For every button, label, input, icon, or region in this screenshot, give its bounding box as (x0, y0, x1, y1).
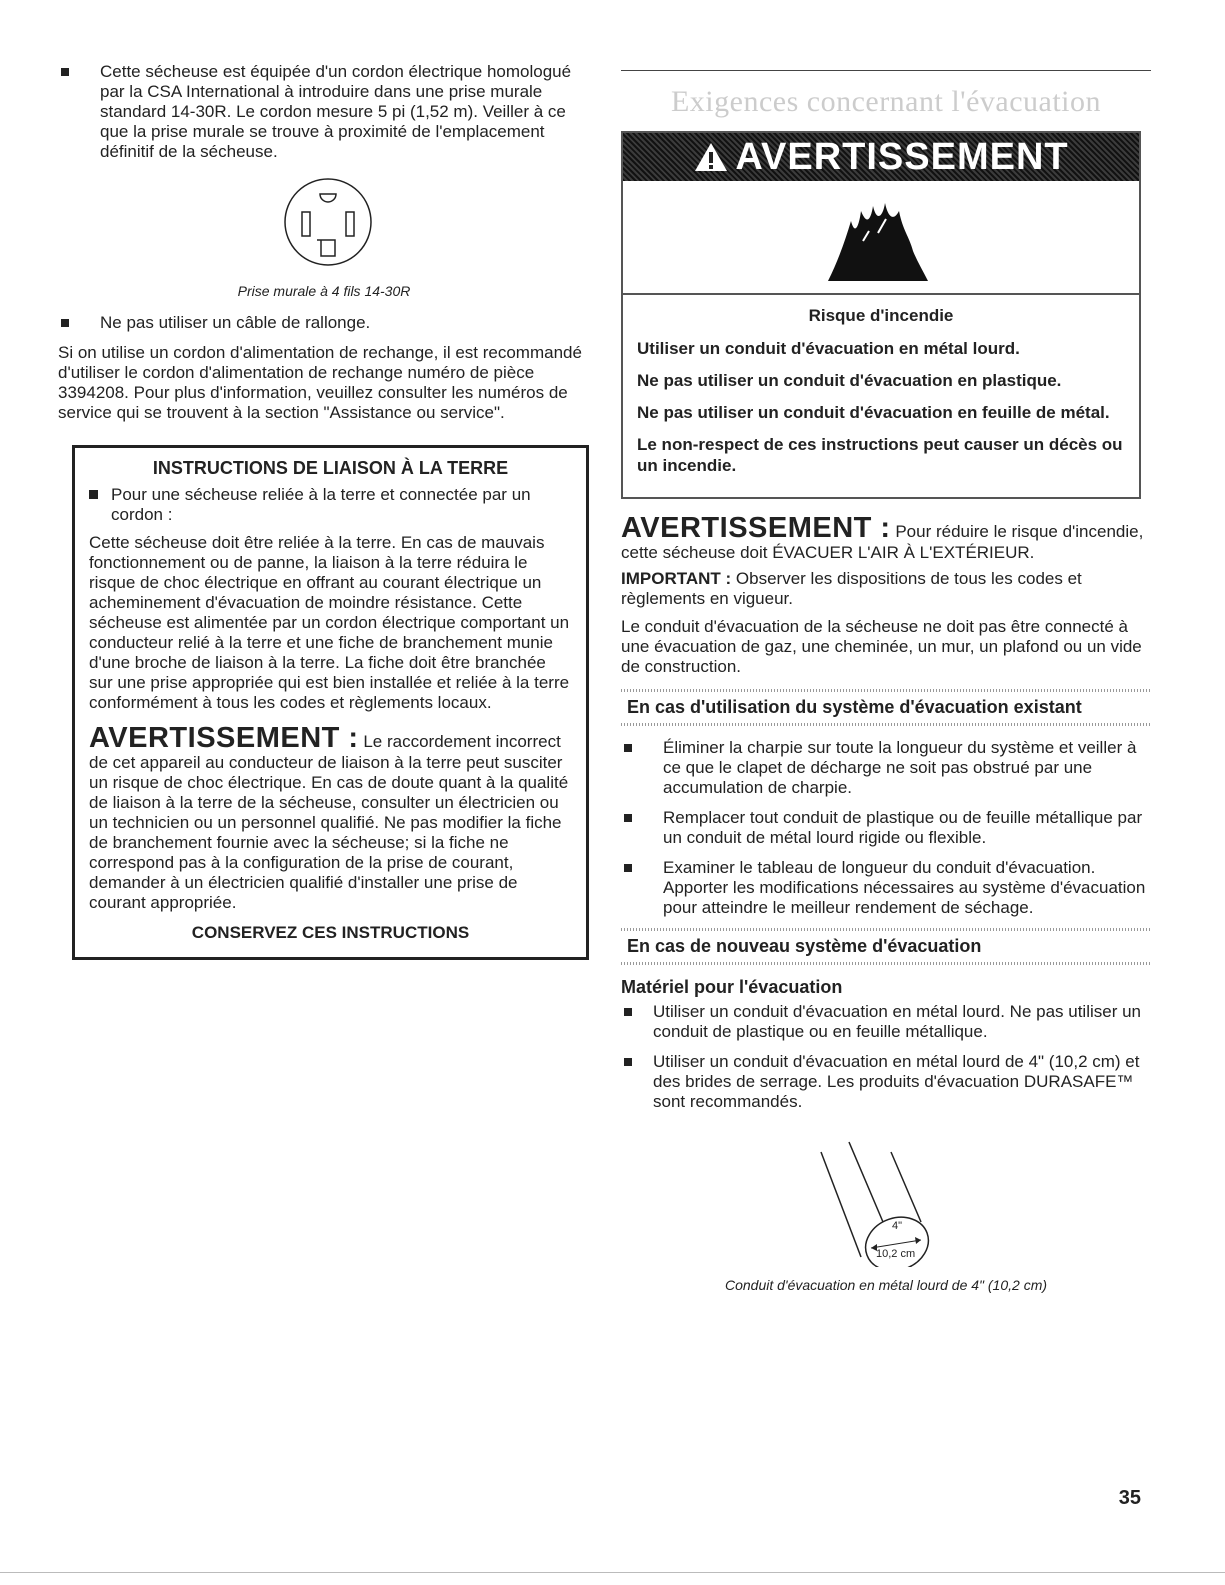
warning-text (623, 295, 1139, 497)
flame-area (623, 181, 1139, 295)
grounding-warning (89, 723, 572, 913)
warning-line-3: Ne pas utiliser un conduit d'évacuation en feuille de métal. (637, 403, 1110, 422)
list-item: Éliminer la charpie sur toute la longueur du système et veiller à ce que le clapet de décharge ne soit pas obstrué par une accumulation de charpie. (621, 738, 1151, 798)
grounding-warning-word: AVERTISSEMENT : (89, 722, 359, 754)
existing-system-list (621, 738, 1151, 918)
keep-instructions: CONSERVEZ CES INSTRUCTIONS (191, 923, 470, 942)
divider (621, 928, 1151, 931)
warning-banner (623, 133, 1139, 181)
warning-banner-text: AVERTISSEMENT (735, 135, 1069, 178)
divider (621, 962, 1151, 965)
warning-line-4: Le non-respect de ces instructions peut causer un décès ou un incendie. (637, 435, 1123, 475)
material-heading: Matériel pour l'évacuation (621, 977, 843, 997)
list-item: Utiliser un conduit d'évacuation en métal lourd. Ne pas utiliser un conduit de plastique ou en feuille métallique. (621, 1002, 1151, 1042)
duct-size-inches: 4" (892, 1220, 903, 1232)
duct-caption: Conduit d'évacuation en métal lourd de 4" (10,2 cm) (724, 1277, 1048, 1293)
left-column (58, 62, 590, 960)
new-system-heading: En cas de nouveau système d'évacuation (627, 936, 982, 956)
grounding-paragraph: Cette sécheuse doit être reliée à la terre. En cas de mauvais fonctionnement ou de panne, la liaison à la terre réduira le risque de choc électrique en offrant au courant électrique un acheminement d'évacuation de moindre résistance. Cette sécheuse est alimentée par un cordon électrique comportant un conducteur relié à la terre et une fiche de branchement munie d'une broche de liaison à la terre. La fiche doit être branchée sur une prise appropriée qui est bien installée et reliée à la terre conformément à tous les codes et règlements locaux. (89, 533, 570, 712)
right-column (621, 62, 1151, 1307)
grounding-title: INSTRUCTIONS DE LIAISON À LA TERRE (152, 458, 509, 478)
grounding-warning-text: Le raccordement incorrect de cet appareil au conducteur de liaison à la terre peut susciter un risque de choc électrique. En cas de doute quant à la qualité de liaison à la terre de la sécheuse, consulter un électricien ou un technicien ou un personnel qualifié. Ne pas modifier la fiche de branchement fournie avec la sécheuse; si la fiche ne correspond pas à la configuration de la prise de courant, demander à un électricien qualifié d'installer une prise de courant appropriée. (89, 732, 569, 912)
top-rule (621, 70, 1151, 71)
warning-line-2: Ne pas utiliser un conduit d'évacuation en plastique. (637, 371, 1062, 390)
duct-icon (621, 1122, 1151, 1267)
fire-risk-label: Risque d'incendie (808, 306, 954, 325)
bottom-rule (0, 1572, 1225, 1573)
section-title: Exigences concernant l'évacuation (670, 85, 1102, 118)
list-item: Utiliser un conduit d'évacuation en métal lourd de 4" (10,2 cm) et des brides de serrage. Les produits d'évacuation DURASAFE™ sont recommandés. (621, 1052, 1151, 1112)
warning-line-1: Utiliser un conduit d'évacuation en métal lourd. (637, 339, 1020, 358)
exhaust-warning-text: Pour réduire le risque d'incendie, cette sécheuse doit ÉVACUER L'AIR À L'EXTÉRIEUR. (621, 522, 1144, 562)
fire-warning-box (621, 131, 1141, 499)
duct-size-cm: 10,2 cm (876, 1248, 916, 1260)
bullet-extension: Ne pas utiliser un câble de rallonge. (58, 313, 590, 333)
replacement-cord-paragraph: Si on utilise un cordon d'alimentation de rechange, il est recommandé d'utiliser le cordon d'alimentation de rechange numéro de pièce 3394208. Pour plus d'information, veuillez consulter les numéros de service qui se trouvent à la section "Assistance ou service". (58, 343, 582, 422)
grounding-bullet: Pour une sécheuse reliée à la terre et connectée par un cordon : (89, 485, 572, 525)
important-text: Observer les dispositions de tous les codes et règlements en vigueur. (621, 569, 1082, 608)
exhaust-warning (621, 513, 1151, 563)
bullet-cord: Cette sécheuse est équipée d'un cordon électrique homologué par la CSA International à introduire dans une prise murale standard 14-30R. Le cordon mesure 5 pi (1,52 m). Veiller à ce que la prise murale se trouve à proximité de l'emplacement définitif de la sécheuse. (58, 62, 590, 162)
duct-illustration (621, 1122, 1151, 1267)
grounding-instructions-box (72, 445, 589, 960)
divider (621, 689, 1151, 692)
page-number: 35 (1118, 1487, 1141, 1509)
warning-triangle-icon (693, 141, 729, 173)
list-item: Remplacer tout conduit de plastique ou de feuille métallique par un conduit de métal lourd rigide ou flexible. (621, 808, 1151, 848)
important-note (621, 569, 1151, 609)
important-label: IMPORTANT : (621, 569, 732, 588)
existing-system-heading: En cas d'utilisation du système d'évacuation existant (627, 697, 1082, 717)
fire-icon (623, 181, 1139, 293)
exhaust-paragraph: Le conduit d'évacuation de la sécheuse ne doit pas être connecté à une évacuation de gaz, une cheminée, un mur, un plafond ou un vide de construction. (621, 617, 1142, 676)
list-item: Examiner le tableau de longueur du conduit d'évacuation. Apporter les modifications nécessaires au système d'évacuation pour atteindre le meilleur rendement de séchage. (621, 858, 1151, 918)
divider (621, 723, 1151, 726)
exhaust-warning-word: AVERTISSEMENT : (621, 512, 891, 544)
outlet-icon (58, 172, 590, 272)
outlet-caption: Prise murale à 4 fils 14-30R (237, 283, 411, 299)
